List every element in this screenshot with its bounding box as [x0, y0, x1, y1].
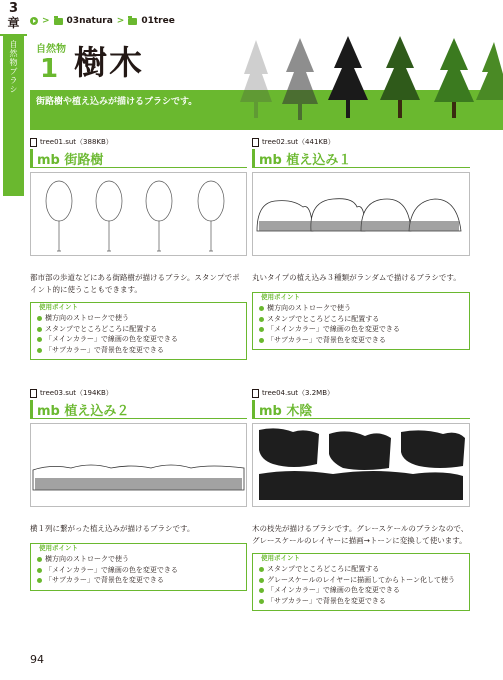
breadcrumb-item: 01tree — [141, 16, 175, 26]
tips-box — [30, 302, 247, 360]
file-label: tree03.sut（194KB） — [40, 389, 113, 397]
section-tree03 — [30, 388, 247, 591]
tip-item — [259, 575, 463, 586]
bullet-icon — [259, 599, 264, 604]
bullet-icon — [37, 337, 42, 342]
tip-item — [259, 335, 463, 346]
tip-item — [37, 345, 240, 356]
section-title: mb 街路樹 — [37, 153, 104, 168]
folder-icon — [54, 18, 63, 25]
tip-text: スタンプでところどころに配置する — [267, 314, 380, 323]
file-icon — [30, 138, 37, 147]
tips-label: 使用ポイント — [261, 293, 300, 301]
file-label: tree04.sut（3.2MB） — [262, 389, 335, 397]
tip-text: 「サブカラー」で背景色を変更できる — [267, 335, 386, 344]
section-title-bar — [252, 149, 470, 168]
tip-text: グレースケールのレイヤーに描画してからトーン化して使う — [267, 575, 456, 584]
tip-text: スタンプでところどころに配置する — [45, 324, 158, 333]
bullet-icon — [37, 568, 42, 573]
tip-text: 「メインカラー」で線画の色を変更できる — [267, 325, 400, 333]
breadcrumb-separator: > — [42, 16, 50, 26]
bullet-icon — [37, 327, 42, 332]
bullet-icon — [259, 338, 264, 343]
tips-label: 使用ポイント — [39, 303, 78, 311]
chapter-number: 3 — [8, 1, 19, 16]
file-name — [30, 137, 247, 147]
section-tree04 — [252, 388, 470, 611]
section-description: 木の枝先が描けるブラシです。グレースケールのブラシなので、グレースケールのレイヤーに描画→トーンに変換して使います。 — [252, 524, 469, 545]
tip-text: 横方向のストロークで使う — [267, 304, 351, 312]
tip-item — [37, 565, 240, 576]
file-label: tree01.sut（388KB） — [40, 138, 113, 146]
breadcrumb-separator: > — [116, 16, 125, 26]
bullet-icon — [259, 588, 264, 593]
breadcrumb-item: 03natura — [66, 16, 113, 26]
breadcrumb — [30, 16, 175, 26]
tip-text: 「サブカラー」で背景色を変更できる — [45, 345, 164, 354]
tips-box — [252, 292, 470, 350]
street-tree-sample-image — [30, 172, 247, 256]
tip-item — [259, 314, 463, 325]
page-number: 94 — [30, 653, 44, 666]
tip-item — [259, 596, 463, 607]
tip-text: 「メインカラー」で線画の色を変更できる — [45, 565, 178, 574]
file-name — [30, 388, 247, 398]
tip-text: 「サブカラー」で背景色を変更できる — [267, 596, 386, 605]
section-tree01 — [30, 137, 247, 360]
bullet-icon — [37, 557, 42, 562]
chapter-tab — [0, 0, 27, 196]
hedge-row-sample-image — [30, 423, 247, 507]
bullet-icon — [37, 578, 42, 583]
chapter-label: 章 — [7, 16, 20, 30]
file-label: tree02.sut（441KB） — [262, 138, 335, 146]
tips-label: 使用ポイント — [39, 544, 78, 552]
header-description: 街路樹や植え込みが描けるブラシです。 — [36, 97, 198, 107]
side-label: 自然物ブラシ — [9, 40, 18, 94]
category-number: 1 — [39, 54, 59, 84]
bullet-icon — [259, 578, 264, 583]
arrow-circle-icon — [30, 17, 38, 25]
round-shrub-sample-image — [252, 172, 470, 256]
section-title-bar — [30, 149, 247, 168]
tip-item — [259, 324, 463, 335]
tip-text: 横方向のストロークで使う — [45, 314, 129, 322]
folder-icon — [128, 18, 137, 25]
file-icon — [30, 389, 37, 398]
tip-text: 横方向のストロークで使う — [45, 555, 129, 563]
section-tree02 — [252, 137, 470, 350]
tips-label: 使用ポイント — [261, 554, 300, 562]
file-icon — [252, 138, 259, 147]
file-name — [252, 388, 470, 398]
bullet-icon — [259, 306, 264, 311]
tip-item — [37, 313, 240, 324]
section-description: 横１列に繋がった植え込みが描けるブラシです。 — [30, 524, 195, 533]
bullet-icon — [37, 348, 42, 353]
section-description: 都市部の歩道などにある街路樹が描けるブラシ。スタンプでポイント的に使うこともできます。 — [30, 273, 240, 294]
bullet-icon — [259, 327, 264, 332]
bullet-icon — [37, 316, 42, 321]
tip-text: 「メインカラー」で線画の色を変更できる — [45, 335, 178, 343]
tree-shade-sample-image — [252, 423, 470, 507]
tips-box — [252, 553, 470, 611]
section-description: 丸いタイプの植え込み３種類がランダムで描けるブラシです。 — [252, 273, 461, 282]
tip-item — [259, 564, 463, 575]
section-title: mb 植え込み２ — [37, 404, 130, 419]
section-title-bar — [252, 400, 470, 419]
tip-item — [37, 324, 240, 335]
page-title: 樹木 — [74, 43, 144, 82]
file-icon — [252, 389, 259, 398]
file-name — [252, 137, 470, 147]
tip-item — [259, 585, 463, 596]
tip-text: 「メインカラー」で線画の色を変更できる — [267, 586, 400, 594]
tip-item — [37, 575, 240, 586]
category-label: 自然物 — [36, 44, 66, 55]
tip-item — [259, 303, 463, 314]
tip-item — [37, 334, 240, 345]
bullet-icon — [259, 567, 264, 572]
page-header — [30, 34, 503, 130]
section-title-bar — [30, 400, 247, 419]
tip-text: スタンプでところどころに配置する — [267, 565, 380, 573]
section-title: mb 植え込み１ — [259, 153, 352, 168]
section-title: mb 木陰 — [259, 404, 313, 419]
conifer-trees-illustration — [236, 34, 503, 130]
tip-item — [37, 554, 240, 565]
bullet-icon — [259, 317, 264, 322]
tips-box — [30, 543, 247, 591]
tip-text: 「サブカラー」で背景色を変更できる — [45, 576, 164, 584]
